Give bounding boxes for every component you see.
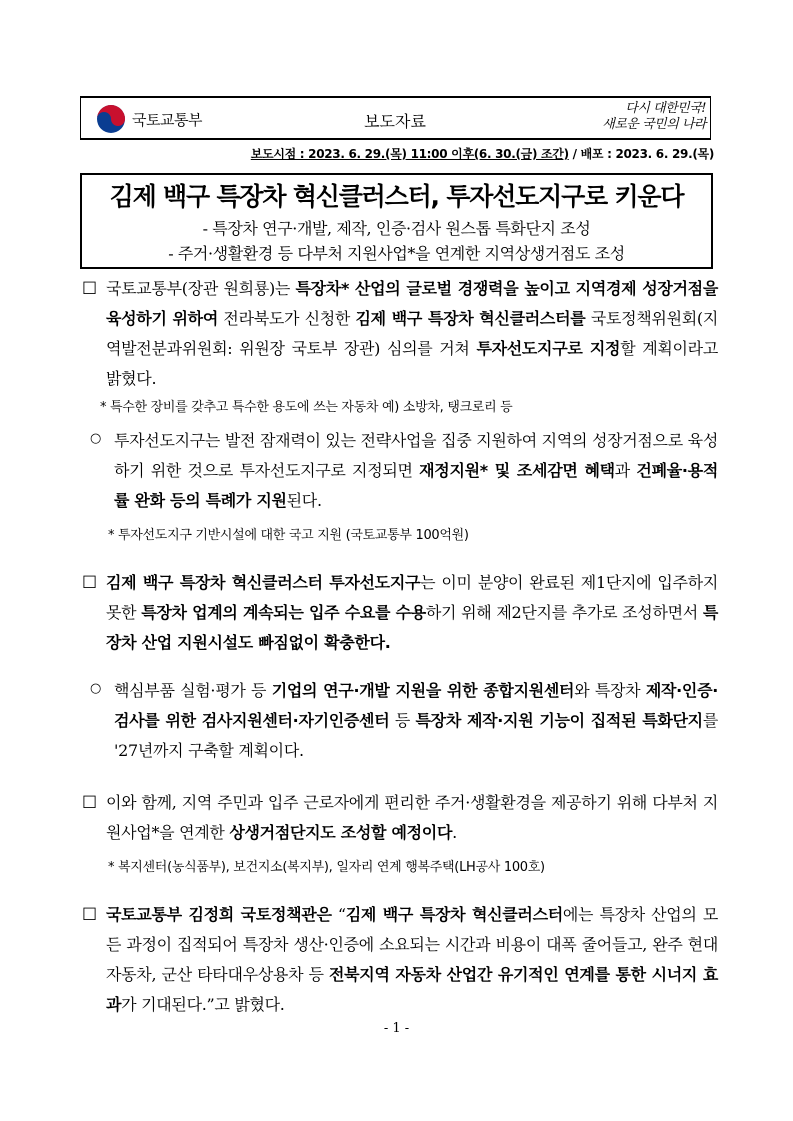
bold-span: 특장차* 산업의 글로벌 경쟁력을 높이고 지역경제 성장거점을 육성하기 위하여 (106, 279, 718, 328)
text-span: 를 '27년까지 구축할 계획이다. (114, 711, 718, 760)
paragraph-4-text (114, 676, 718, 766)
slogan-line-2: 새로운 국민의 나라 (602, 117, 706, 132)
text-span: 할 계획이라고 밝혔다. (106, 339, 718, 388)
bold-span: 건폐율·용적률 완화 등의 특례가 지원 (114, 461, 718, 510)
square-bullet-icon: □ (82, 791, 98, 810)
distribution-date: / 배포 : 2023. 6. 29.(목) (568, 147, 714, 161)
text-span: 에는 특장차 산업의 모든 과정이 집적되어 특장차 생산·인증에 소요되는 시간과 비용이 대폭 줄어들고, 완주 현대자동차, 군산 타타대우상용차 등 (106, 905, 718, 984)
paragraph-2 (90, 426, 722, 516)
square-bullet-icon: □ (82, 277, 98, 296)
paragraph-2-text (114, 426, 718, 516)
text-span: 와 특장차 (574, 681, 646, 700)
headline: 김제 백구 특장차 혁신클러스터, 투자선도지구로 키운다 (109, 182, 684, 211)
text-span: 이와 함께, 지역 주민과 입주 근로자에게 편리한 주거·생활환경을 제공하기 위해 다부처 지원사업*을 연계한 (106, 793, 718, 842)
bold-span: 전북지역 자동차 산업간 유기적인 연계를 통한 시너지 효과 (106, 965, 718, 1014)
circle-bullet-icon: ○ (90, 431, 102, 446)
bold-span: 상생거점단지도 조성할 예정이다 (229, 823, 453, 842)
square-bullet-icon: □ (82, 903, 98, 922)
footnote-1: * 특수한 장비를 갖추고 특수한 용도에 쓰는 자동차 예) 소방차, 탱크로리 등 (100, 400, 513, 415)
bold-span: 김제 백구 특장차 혁신클러스터를 (355, 309, 586, 328)
bold-span: 특장차 산업 지원시설도 빠짐없이 확충한다. (106, 603, 718, 652)
taegeuk-logo-icon (96, 104, 126, 134)
footnote-3: * 복지센터(농식품부), 보건지소(복지부), 일자리 연계 행복주택(LH공사 100호) (108, 860, 545, 875)
release-info (230, 145, 714, 162)
embargo-time: 보도시점 : 2023. 6. 29.(목) 11:00 이후(6. 30.(금) 조간) (250, 147, 569, 161)
paragraph-1-text (106, 274, 718, 394)
text-span: 과 (614, 461, 637, 480)
subheadline-2: - 주거·생활환경 등 다부처 지원사업*을 연계한 지역상생거점도 조성 (168, 244, 625, 263)
subheadline-1: - 특장차 연구·개발, 제작, 인증·검사 원스톱 특화단지 조성 (202, 219, 591, 238)
slogan (586, 101, 706, 133)
text-span: “ (331, 905, 346, 924)
slogan-line-1: 다시 대한민국! (625, 101, 706, 116)
paragraph-3-text (106, 568, 718, 658)
text-span: 하기 위해 제2단지를 추가로 조성하면서 (425, 603, 703, 622)
paragraph-1 (82, 274, 722, 394)
bold-span: 국토교통부 김정희 국토정책관은 (106, 905, 332, 924)
bold-span: 특장차 제작·지원 기능이 집적된 특화단지 (415, 711, 703, 730)
bold-span: 재정지원* 및 조세감면 혜택 (419, 461, 615, 480)
ministry-logo (96, 103, 202, 135)
square-bullet-icon: □ (82, 571, 98, 590)
text-span: 는 이미 분양이 완료된 제1단지에 입주하지 못한 (106, 573, 718, 622)
paragraph-6-text (106, 900, 718, 1020)
text-span: 전라북도가 신청한 (218, 309, 356, 328)
circle-bullet-icon: ○ (90, 681, 102, 696)
text-span: 핵심부품 실험·평가 등 (114, 681, 272, 700)
bold-span: 제작·인증·검사를 위한 검사지원센터·자기인증센터 (114, 681, 719, 730)
paragraph-3 (82, 568, 722, 658)
paragraph-6 (82, 900, 722, 1020)
bold-span: 특장차 업계의 계속되는 입주 수요를 수용 (141, 603, 426, 622)
bold-span: 기업의 연구·개발 지원을 위한 종합지원센터 (271, 681, 575, 700)
footnote-2: * 투자선도지구 기반시설에 대한 국고 지원 (국토교통부 100억원) (108, 528, 469, 543)
paragraph-4 (90, 676, 722, 766)
ministry-name: 국토교통부 (132, 110, 202, 129)
paragraph-5-text (106, 788, 718, 848)
text-span: 가 기대된다.”고 밝혔다. (121, 995, 285, 1014)
doc-type-label: 보도자료 (364, 112, 426, 131)
text-span: 등 (389, 711, 416, 730)
text-span: 국토교통부(장관 원희룡)는 (106, 279, 296, 298)
text-span: 된다. (286, 491, 322, 510)
text-span: 국토정책위원회(지역발전분과위원회: 위원장 국토부 장관) 심의를 거쳐 (106, 309, 718, 358)
bold-span: 김제 백구 특장차 혁신클러스터 (345, 905, 563, 924)
bold-span: 김제 백구 특장차 혁신클러스터 투자선도지구 (106, 573, 421, 592)
bold-span: 투자선도지구로 지정 (476, 339, 621, 358)
page-number: - 1 - (383, 1021, 410, 1036)
text-span: . (452, 823, 457, 842)
paragraph-5 (82, 788, 722, 848)
text-span: 투자선도지구는 발전 잠재력이 있는 전략사업을 집중 지원하여 지역의 성장거점으로 육성하기 위한 것으로 투자선도지구로 지정되면 (114, 431, 718, 480)
